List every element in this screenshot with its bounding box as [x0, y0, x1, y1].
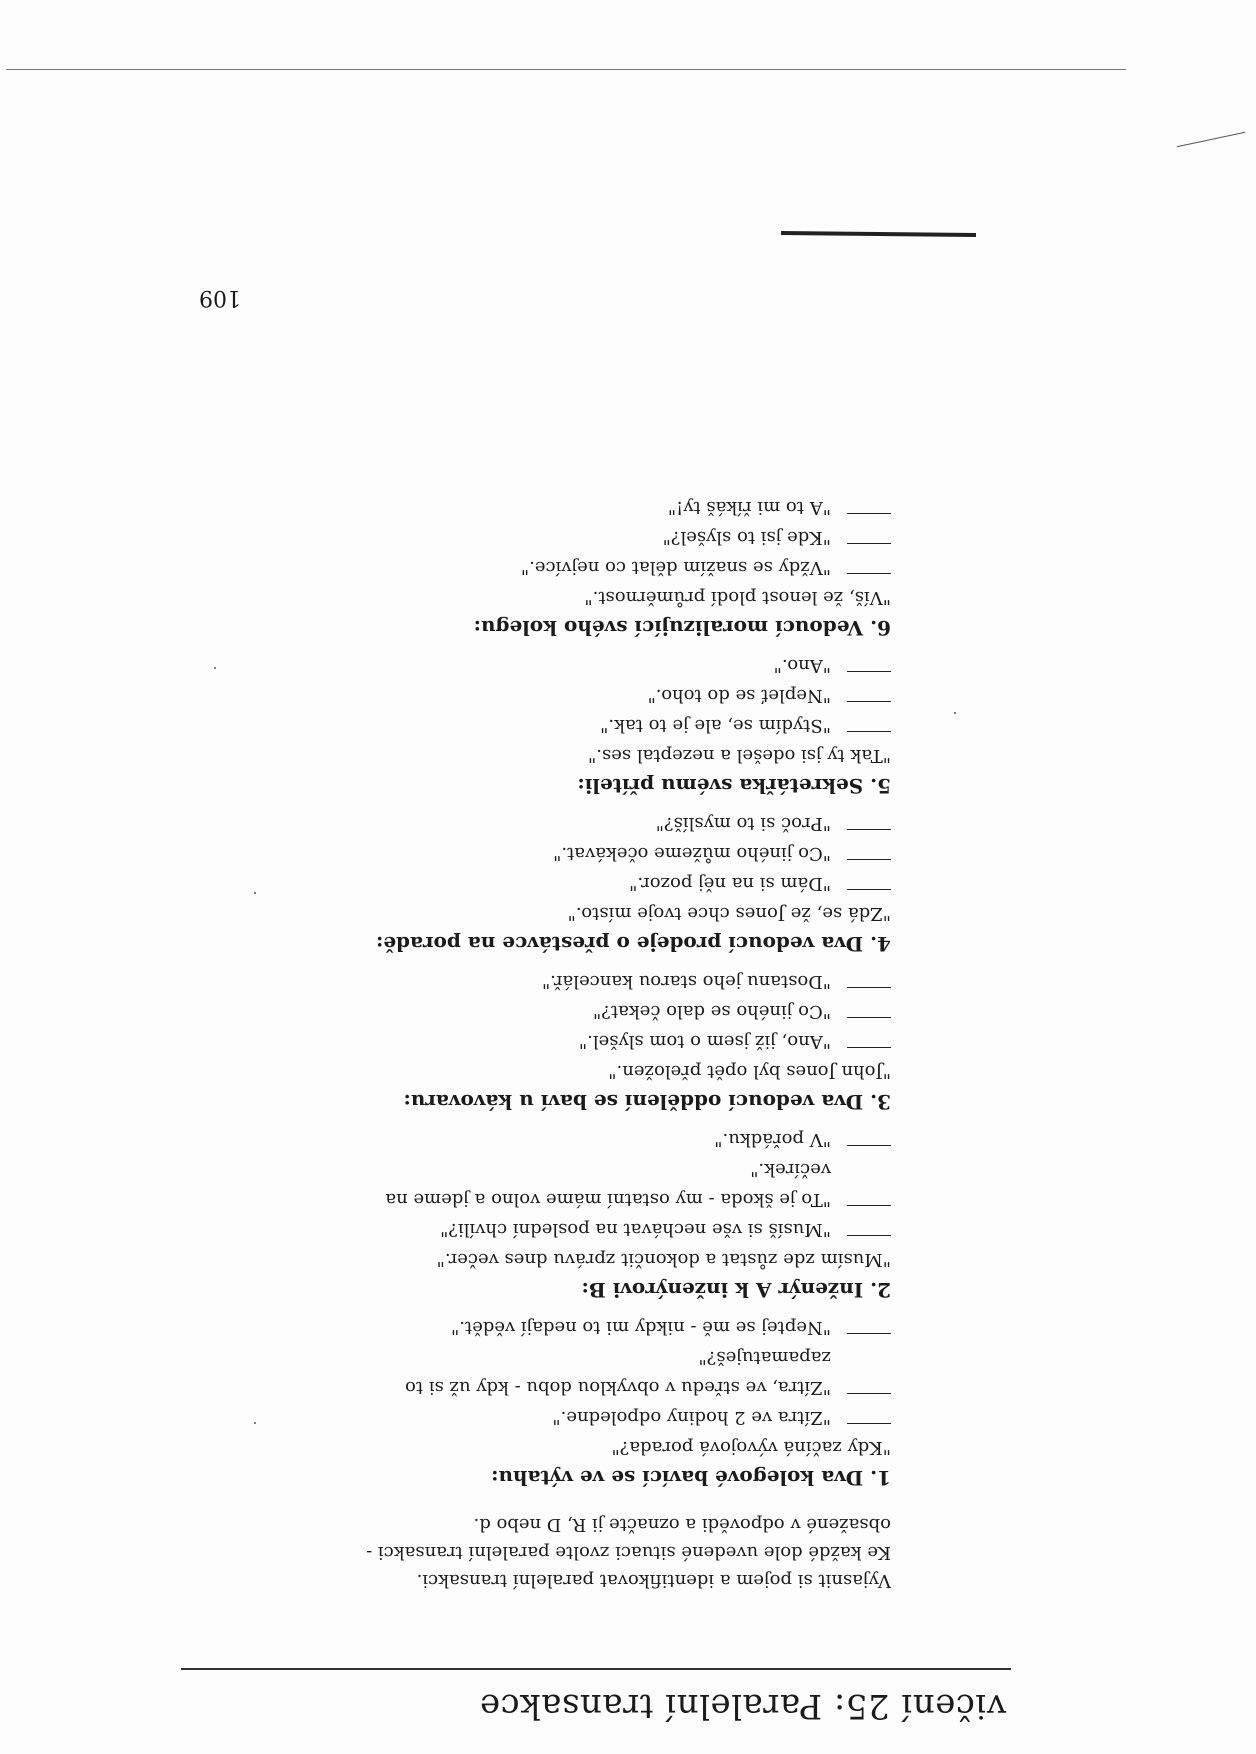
- answer-blank[interactable]: [847, 889, 891, 890]
- answer-blank[interactable]: [847, 701, 891, 702]
- situation-prompt: "Zdá se, že Jones chce tvoje místo.": [567, 903, 891, 924]
- answer-option: [231, 996, 891, 1026]
- answer-text: "To je škoda - my ostatní máme volno a jdeme na: [385, 1189, 831, 1210]
- answer-option: [231, 552, 891, 582]
- page-number: 109: [199, 285, 241, 310]
- answer-text: "Zítra ve 2 hodiny odpoledne.": [552, 1407, 831, 1428]
- answer-option: [231, 1214, 891, 1244]
- scan-speck: [214, 667, 216, 669]
- situation-title: 2. Inženýr A k inženýrovi B:: [581, 1278, 891, 1302]
- answer-option: [231, 966, 891, 996]
- page-edge-line: [6, 69, 1126, 70]
- answer-option: [231, 680, 891, 710]
- title-rule: [181, 1668, 1011, 1670]
- answer-option: [231, 522, 891, 552]
- answer-text: "V pořádku.": [714, 1129, 831, 1150]
- answer-blank[interactable]: [847, 1393, 891, 1394]
- answer-option: [231, 1342, 891, 1402]
- answer-blank[interactable]: [847, 829, 891, 830]
- answer-text: "Co jiného se dalo čekat?": [592, 1001, 831, 1022]
- situation-title: 3. Dva vedoucí oddělení se baví u kávovaru:: [403, 1090, 891, 1114]
- page-title: vičení 25: Paralelní transakce: [479, 1686, 1006, 1726]
- printed-rule: [781, 231, 976, 237]
- answer-option: [231, 1026, 891, 1056]
- answer-blank[interactable]: [847, 987, 891, 988]
- answer-text: "Stydím se, ale je to tak.": [600, 715, 831, 736]
- answer-option: [231, 1402, 891, 1432]
- answer-option: [231, 838, 891, 868]
- answer-text: "Proč si to myslíš?": [655, 813, 831, 834]
- answer-text: "Zítra, ve středu v obvyklou dobu - kdy už si to: [405, 1377, 831, 1398]
- scan-speck: [954, 712, 956, 714]
- answer-text: "Nepleť se do toho.": [647, 685, 831, 706]
- situation-1: [231, 1312, 891, 1494]
- scan-mark: [1177, 132, 1246, 148]
- situation-title: 5. Sekretářka svému příteli:: [577, 774, 891, 798]
- situation-6: [231, 492, 891, 644]
- situation-title: 1. Dva kolegové bavící se ve výtahu:: [491, 1466, 891, 1490]
- answer-blank[interactable]: [847, 1333, 891, 1334]
- answer-option: [231, 650, 891, 680]
- instruction-line: Vyjasnit si pojem a identifikovat paralelní transakci.: [416, 1570, 891, 1591]
- answer-blank[interactable]: [847, 731, 891, 732]
- answer-option: [231, 1312, 891, 1342]
- situation-5: [231, 650, 891, 802]
- answer-option: [231, 868, 891, 898]
- answer-text: "Kde jsi to slyšel?": [662, 527, 831, 548]
- situation-3: [231, 966, 891, 1118]
- exercise-list: [231, 486, 891, 1494]
- situation-prompt: "Víš, že lenost plodí průměrnost.": [584, 587, 891, 608]
- answer-option: [231, 710, 891, 740]
- answer-text: "Musíš si vše nechávat na poslední chvíli?": [440, 1219, 831, 1240]
- scan-speck: [254, 1422, 256, 1424]
- answer-text: "A to mi říkáš ty!": [667, 497, 831, 518]
- answer-text: "Ano.": [773, 655, 831, 676]
- answer-text: "Dostanu jeho starou kancelář.": [541, 971, 831, 992]
- answer-text: "Ano, již jsem o tom slyšel.": [578, 1031, 831, 1052]
- answer-blank[interactable]: [847, 1145, 891, 1146]
- instruction-line: obsažené v odpovědi a označte ji R, D nebo d.: [473, 1514, 891, 1535]
- answer-text: "Vždy se snažím dělat co nejvíce.": [520, 557, 831, 578]
- answer-blank[interactable]: [847, 1017, 891, 1018]
- situation-prompt: "Kdy začíná vývojová porada?": [611, 1437, 891, 1458]
- answer-blank[interactable]: [847, 513, 891, 514]
- instruction-line: Ke každé dole uvedené situaci zvolte paralelní transakci -: [366, 1542, 891, 1563]
- answer-blank[interactable]: [847, 543, 891, 544]
- answer-text: "Neptej se mě - nikdy mi to nedají vědět.": [450, 1317, 831, 1338]
- scan-speck: [254, 892, 256, 894]
- situation-title: 4. Dva vedoucí prodeje o přestávce na poradě:: [375, 932, 891, 956]
- answer-text: "Co jiného můžeme očekávat.": [553, 843, 831, 864]
- answer-option: [231, 1154, 891, 1214]
- answer-blank[interactable]: [847, 1235, 891, 1236]
- answer-option: [231, 492, 891, 522]
- situation-prompt: "John Jones byl opět přeložen.": [608, 1061, 891, 1082]
- answer-blank[interactable]: [847, 1047, 891, 1048]
- answer-blank[interactable]: [847, 859, 891, 860]
- answer-option: [231, 1124, 891, 1154]
- situation-prompt: "Musím zde zůstat a dokončit zprávu dnes večer.": [436, 1249, 891, 1270]
- answer-text-continued: zapamatuješ?": [698, 1347, 831, 1368]
- answer-blank[interactable]: [847, 1423, 891, 1424]
- answer-blank[interactable]: [847, 671, 891, 672]
- situation-4: [231, 808, 891, 960]
- answer-text-continued: večírek.": [750, 1159, 831, 1180]
- answer-blank[interactable]: [847, 573, 891, 574]
- instructions: [331, 1510, 891, 1594]
- situation-2: [231, 1124, 891, 1306]
- answer-text: "Dám si na něj pozor.": [629, 873, 831, 894]
- answer-blank[interactable]: [847, 1205, 891, 1206]
- situation-prompt: "Tak ty jsi odešel a nezeptal ses.": [588, 745, 891, 766]
- situation-title: 6. Vedoucí moralizující svého kolegu:: [473, 616, 891, 640]
- answer-option: [231, 808, 891, 838]
